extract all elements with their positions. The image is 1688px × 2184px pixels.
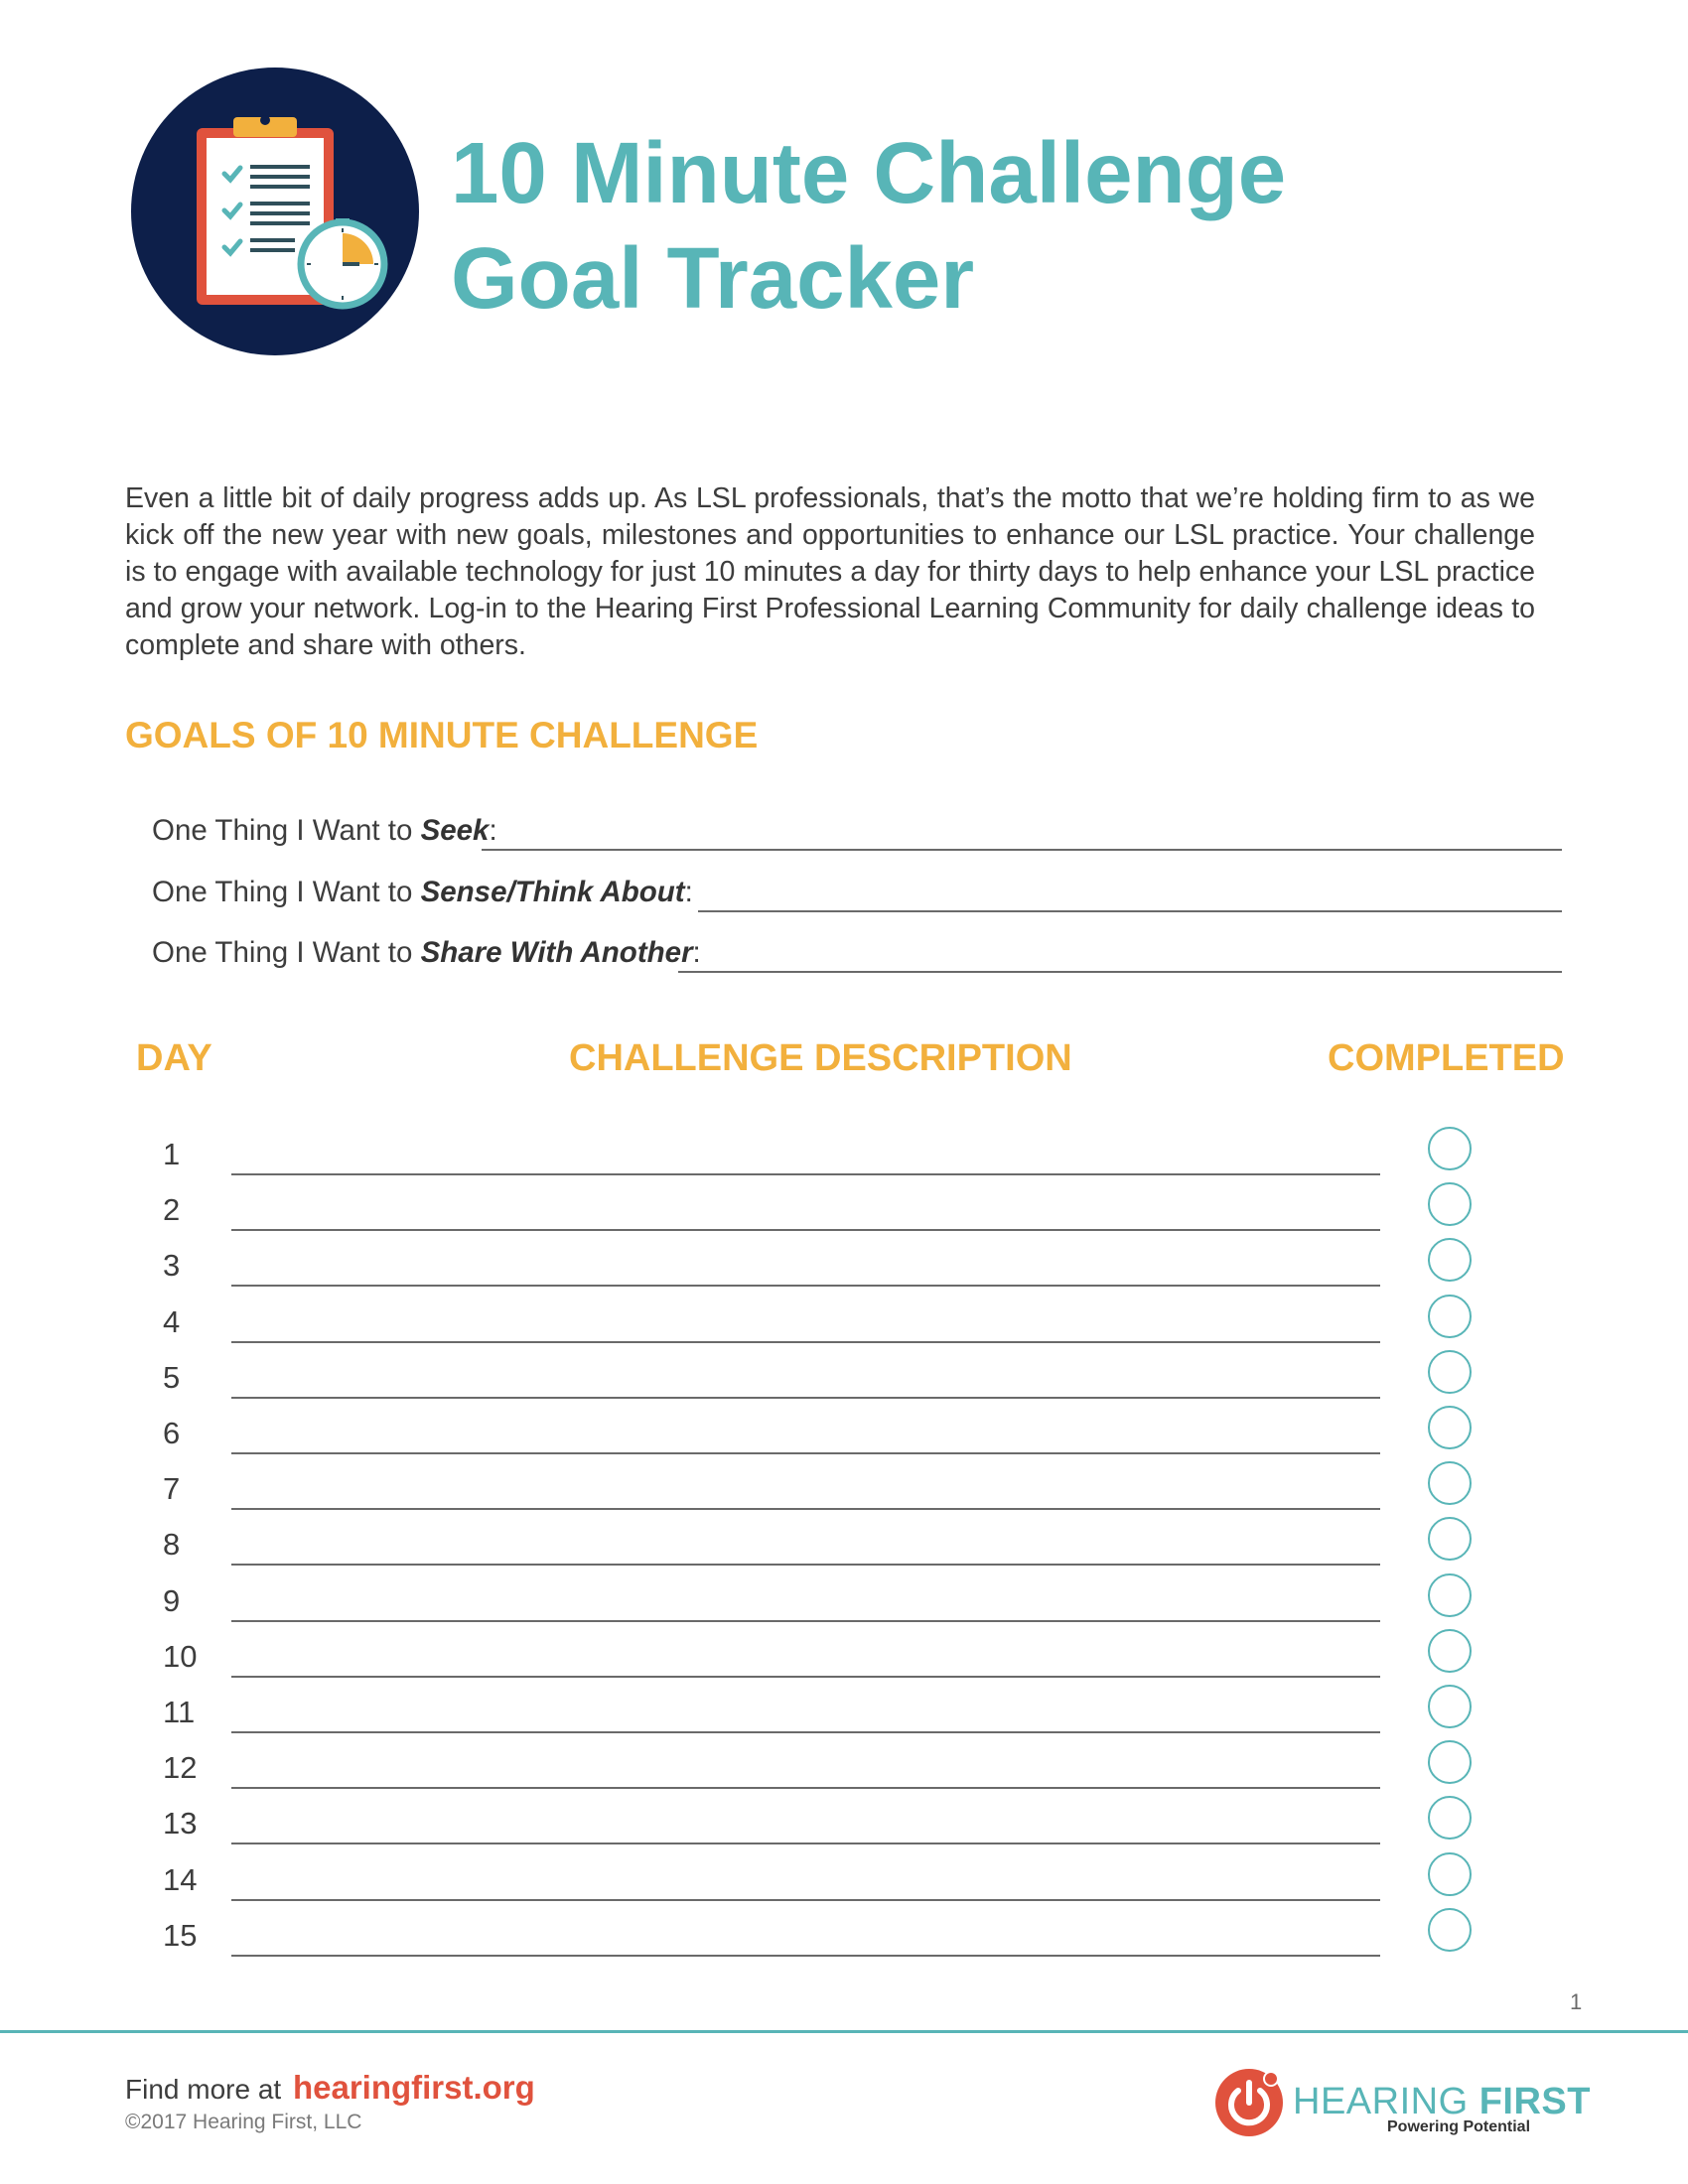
challenge-description-field[interactable] — [231, 1955, 1380, 1957]
clipboard-stopwatch-icon — [131, 68, 419, 355]
day-number: 15 — [163, 1917, 198, 1953]
goal-share-label: One Thing I Want to Share With Another: — [152, 936, 701, 969]
day-number: 13 — [163, 1806, 198, 1842]
day-row — [0, 1127, 1688, 1182]
day-row — [0, 1350, 1688, 1406]
goal-sense-row — [152, 868, 1562, 917]
challenge-description-field[interactable] — [231, 1676, 1380, 1678]
day-number: 10 — [163, 1638, 198, 1674]
challenge-description-field[interactable] — [231, 1285, 1380, 1287]
day-number: 3 — [163, 1248, 181, 1284]
completed-checkbox[interactable] — [1428, 1740, 1472, 1784]
goals-heading: GOALS OF 10 MINUTE CHALLENGE — [125, 715, 759, 755]
goal-seek-label: One Thing I Want to Seek: — [152, 814, 497, 847]
goal-sense-label: One Thing I Want to Sense/Think About: — [152, 876, 693, 908]
completed-checkbox[interactable] — [1428, 1517, 1472, 1561]
day-number: 11 — [163, 1695, 196, 1729]
day-number: 5 — [163, 1359, 181, 1395]
day-number: 9 — [163, 1582, 181, 1618]
day-number: 7 — [163, 1471, 181, 1507]
completed-checkbox[interactable] — [1428, 1406, 1472, 1449]
completed-checkbox[interactable] — [1428, 1295, 1472, 1338]
goal-seek-row — [152, 806, 1562, 856]
completed-checkbox[interactable] — [1428, 1573, 1472, 1617]
day-row — [0, 1573, 1688, 1629]
page-number: 1 — [1570, 1989, 1583, 2014]
intro-paragraph: Even a little bit of daily progress adds up. As LSL professionals, that’s the motto that we’re holding firm to as we kick off the new year with new goals, milestones and opportunities to enhance our LSL practice. Your challenge is to engage with available technology for just 10 minutes a day for thirty days to help enhance your LSL practice and grow your network. Log-in to the Hearing First Professional Learning Community for daily challenge ideas to complete and share with others. — [125, 482, 1535, 661]
completed-checkbox[interactable] — [1428, 1127, 1472, 1170]
day-row — [0, 1517, 1688, 1572]
completed-checkbox[interactable] — [1428, 1461, 1472, 1505]
challenge-description-field[interactable] — [231, 1620, 1380, 1622]
find-more-text — [125, 2069, 535, 2107]
challenge-description-field[interactable] — [231, 1452, 1380, 1454]
completed-checkbox[interactable] — [1428, 1182, 1472, 1226]
completed-checkbox[interactable] — [1428, 1852, 1472, 1896]
completed-checkbox[interactable] — [1428, 1238, 1472, 1282]
day-row — [0, 1461, 1688, 1517]
day-row — [0, 1406, 1688, 1461]
day-number: 8 — [163, 1527, 181, 1563]
challenge-description-field[interactable] — [231, 1899, 1380, 1901]
day-row — [0, 1852, 1688, 1908]
title-line-1: 10 Minute Challenge — [451, 125, 1287, 221]
day-number: 6 — [163, 1416, 181, 1450]
day-row — [0, 1908, 1688, 1964]
completed-checkbox[interactable] — [1428, 1350, 1472, 1394]
column-header-completed: COMPLETED — [1328, 1037, 1565, 1079]
day-number: 14 — [163, 1861, 198, 1897]
completed-checkbox[interactable] — [1428, 1796, 1472, 1840]
column-header-day: DAY — [136, 1037, 212, 1079]
website-link[interactable]: hearingfirst.org — [292, 2069, 535, 2106]
day-row — [0, 1740, 1688, 1796]
power-icon — [1213, 2067, 1285, 2138]
column-header-description: CHALLENGE DESCRIPTION — [569, 1037, 1072, 1079]
challenge-description-field[interactable] — [231, 1173, 1380, 1175]
copyright: ©2017 Hearing First, LLC — [125, 2111, 362, 2133]
find-more-label: Find more at — [125, 2074, 282, 2105]
footer-divider — [0, 2030, 1688, 2033]
goal-sense-field[interactable] — [698, 910, 1562, 912]
challenge-description-field[interactable] — [231, 1564, 1380, 1566]
challenge-description-field[interactable] — [231, 1508, 1380, 1510]
title-line-2: Goal Tracker — [451, 230, 975, 327]
day-row — [0, 1685, 1688, 1740]
challenge-description-field[interactable] — [231, 1397, 1380, 1399]
brand-tagline: Powering Potential — [1387, 2118, 1531, 2135]
day-row — [0, 1629, 1688, 1685]
challenge-description-field[interactable] — [231, 1341, 1380, 1343]
day-number: 1 — [163, 1137, 181, 1171]
completed-checkbox[interactable] — [1428, 1685, 1472, 1728]
day-row — [0, 1238, 1688, 1294]
day-number: 2 — [163, 1192, 181, 1228]
brand-name: HEARING FIRST — [1293, 2081, 1591, 2122]
challenge-description-field[interactable] — [231, 1843, 1380, 1844]
goal-share-field[interactable] — [678, 971, 1562, 973]
page-title — [451, 121, 1444, 332]
challenge-description-field[interactable] — [231, 1787, 1380, 1789]
day-row — [0, 1295, 1688, 1350]
day-number: 4 — [163, 1303, 181, 1339]
challenge-description-field[interactable] — [231, 1229, 1380, 1231]
day-number: 12 — [163, 1750, 198, 1786]
day-row — [0, 1182, 1688, 1238]
goal-share-row — [152, 928, 1562, 978]
completed-checkbox[interactable] — [1428, 1629, 1472, 1673]
goal-seek-field[interactable] — [482, 849, 1562, 851]
completed-checkbox[interactable] — [1428, 1908, 1472, 1952]
challenge-description-field[interactable] — [231, 1731, 1380, 1733]
day-row — [0, 1796, 1688, 1851]
